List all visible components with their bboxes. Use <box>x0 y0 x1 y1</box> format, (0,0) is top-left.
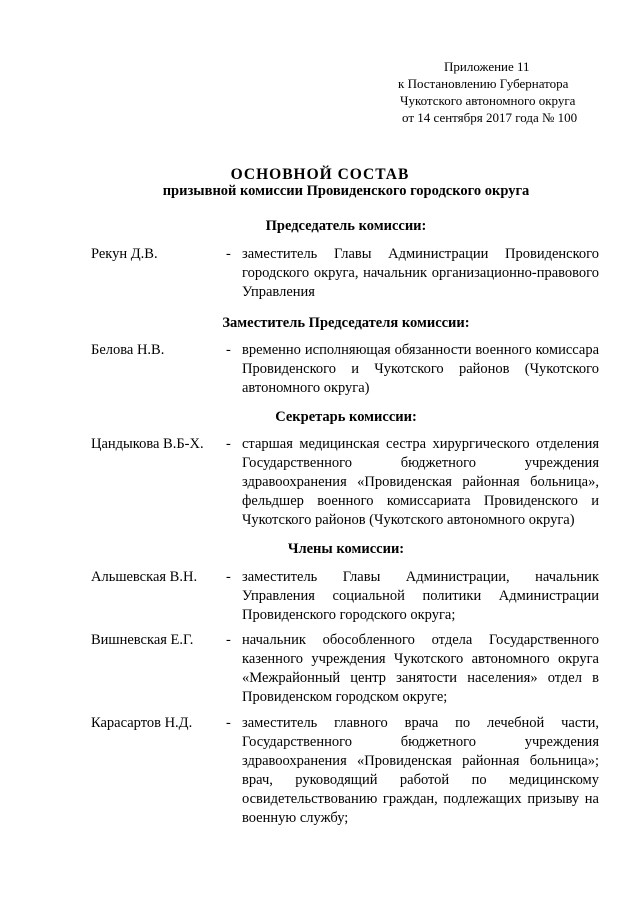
member-name: Рекун Д.В. <box>91 246 158 262</box>
member-dash: - <box>226 342 231 358</box>
member-dash: - <box>226 715 231 731</box>
member-entry <box>91 245 599 302</box>
member-entry <box>91 714 599 828</box>
member-name: Альшевская В.Н. <box>91 569 198 585</box>
member-entry <box>91 631 599 707</box>
member-description: старшая медицинская сестра хирургического отделения Государственного бюджетного учреждения здравоохранения «Провиденская районная больница», фельдшер военного комиссариата Провиденского и Чукотского районов (Чукотского автономного округа) <box>242 436 599 528</box>
member-dash: - <box>226 436 231 452</box>
document-title: ОСНОВНОЙ СОСТАВ <box>230 166 410 183</box>
member-name: Цандыкова В.Б-Х. <box>91 436 204 452</box>
member-name: Карасартов Н.Д. <box>91 715 193 731</box>
member-description: заместитель Главы Администрации, начальник Управления социальной политики Администрации Провиденского городского округа; <box>242 569 599 623</box>
section-heading-members: Члены комиссии: <box>287 541 405 557</box>
member-entry <box>91 435 599 530</box>
appendix-line: к Постановлению Губернатора <box>398 76 569 91</box>
member-name: Вишневская Е.Г. <box>91 632 194 648</box>
member-name: Белова Н.В. <box>91 342 165 358</box>
member-description: заместитель Главы Администрации Провиденского городского округа, начальник организационно-правового Управления <box>242 246 599 300</box>
appendix-line: Чукотского автономного округа <box>400 93 576 108</box>
appendix-line: от 14 сентября 2017 года № 100 <box>402 110 578 125</box>
appendix-block <box>398 58 598 126</box>
section-heading-secretary: Секретарь комиссии: <box>275 409 417 425</box>
member-description: временно исполняющая обязанности военного комиссара Провиденского и Чукотского районов (Чукотского автономного округа) <box>242 342 599 396</box>
member-description: начальник обособленного отдела Государственного казенного учреждения Чукотского автономного округа «Межрайонный центр занятости населения» отдел в Провиденском городском округе; <box>242 632 599 705</box>
appendix-line: Приложение 11 <box>444 59 530 74</box>
document-subtitle: призывной комиссии Провиденского городского округа <box>162 183 530 199</box>
member-description: заместитель главного врача по лечебной части, Государственного бюджетного учреждения здравоохранения «Провиденская районная больница»; врач, руководящий работой по медицинскому освидетельствованию граждан, подлежащих призыву на военную службу; <box>242 715 599 826</box>
member-dash: - <box>226 246 231 262</box>
member-dash: - <box>226 632 231 648</box>
member-entry <box>91 341 599 398</box>
section-heading-chairman: Председатель комиссии: <box>265 218 427 234</box>
member-entry <box>91 568 599 625</box>
section-heading-deputy: Заместитель Председателя комиссии: <box>222 315 470 331</box>
member-dash: - <box>226 569 231 585</box>
